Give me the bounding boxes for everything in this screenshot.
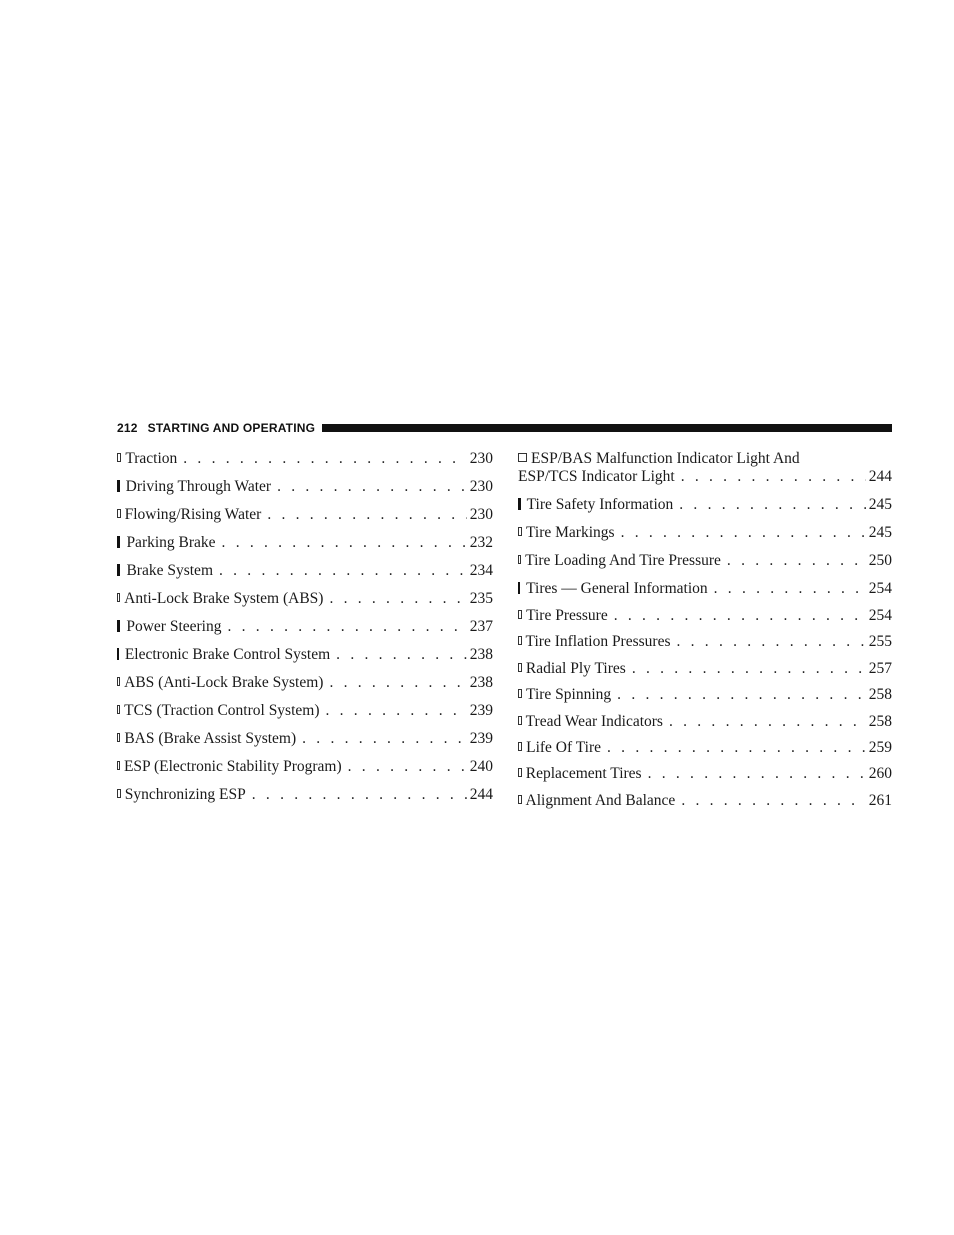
square-bullet-icon: [518, 498, 521, 510]
toc-entry[interactable]: [518, 580, 892, 598]
dot-leader: [302, 730, 467, 748]
hollow-square-bullet-icon: [518, 795, 522, 804]
toc-entry-label: Anti-Lock Brake System (ABS): [124, 590, 324, 607]
dot-leader: [228, 618, 467, 636]
toc-entry[interactable]: [117, 758, 493, 776]
toc-entry-line: [518, 496, 892, 514]
header-rule: [322, 424, 892, 432]
toc-entry-page-number: 257: [868, 660, 892, 677]
toc-entry-line: [117, 758, 493, 776]
toc-entry-page-number: 254: [868, 580, 892, 597]
dot-leader: [252, 786, 467, 804]
toc-entry-line: [518, 552, 892, 570]
section-title: STARTING AND OPERATING: [147, 421, 316, 435]
toc-entry[interactable]: [518, 686, 892, 704]
toc-entry-label: Flowing/Rising Water: [124, 506, 262, 523]
toc-entry-page-number: 230: [469, 506, 493, 523]
toc-entry-label: Replacement Tires: [525, 765, 642, 782]
hollow-square-bullet-icon: [117, 761, 120, 770]
hollow-square-bullet-icon: [117, 677, 120, 686]
hollow-square-bullet-icon: [518, 768, 522, 777]
hollow-square-bullet-icon: [117, 453, 121, 462]
toc-entry-first-line: [518, 450, 892, 468]
toc-entry-page-number: 232: [469, 534, 493, 551]
toc-entry-label: Tread Wear Indicators: [525, 713, 663, 730]
dot-leader: [681, 792, 865, 810]
toc-entry-page-number: 260: [868, 765, 892, 782]
toc-entry-page-number: 240: [469, 758, 493, 775]
toc-entry-label: Tires — General Information: [526, 580, 708, 597]
toc-entry[interactable]: [117, 618, 493, 636]
toc-entry[interactable]: [518, 633, 892, 651]
toc-entry[interactable]: [518, 496, 892, 514]
toc-entry-page-number: 255: [868, 633, 892, 650]
dot-leader: [617, 686, 866, 704]
toc-entry[interactable]: [518, 792, 892, 810]
toc-entry[interactable]: [117, 562, 493, 580]
toc-entry-line: [117, 506, 493, 524]
toc-entry-line: [117, 730, 493, 748]
toc-entry-label: Power Steering: [126, 618, 222, 635]
dot-leader: [326, 702, 467, 720]
square-bullet-icon: [117, 480, 120, 492]
toc-entry[interactable]: [518, 660, 892, 678]
toc-entry-label: ESP (Electronic Stability Program): [123, 758, 342, 775]
toc-entry-line: [518, 765, 892, 783]
hollow-square-bullet-icon: [518, 689, 522, 698]
dot-leader: [329, 590, 466, 608]
toc-entry-label: Tire Safety Information: [526, 496, 674, 513]
toc-entry-line: [518, 607, 892, 625]
toc-entry-label: Tire Spinning: [526, 686, 612, 703]
toc-entry-page-number: 258: [868, 686, 892, 703]
toc-entry-page-number: 245: [868, 496, 892, 513]
toc-entry-page-number: 234: [469, 562, 493, 579]
toc-entry-line: [117, 786, 493, 804]
dot-leader: [632, 660, 866, 678]
hollow-square-bullet-icon: [518, 742, 522, 751]
toc-entry[interactable]: [518, 524, 892, 542]
toc-entry-label: Tire Loading And Tire Pressure: [525, 552, 721, 569]
toc-entry-label: Synchronizing ESP: [124, 786, 246, 803]
toc-entry-line: [117, 702, 493, 720]
toc-entry-line: [518, 468, 892, 486]
square-bullet-icon: [117, 648, 119, 660]
toc-entry-label: Radial Ply Tires: [525, 660, 626, 677]
toc-entry-line: [518, 580, 892, 598]
page-header: [117, 419, 892, 437]
hollow-square-bullet-icon: [518, 555, 521, 564]
toc-entry-page-number: 259: [868, 739, 892, 756]
hollow-square-bullet-icon: [117, 789, 121, 798]
toc-entry[interactable]: [518, 739, 892, 757]
toc-entry[interactable]: [117, 646, 493, 664]
dot-leader: [329, 674, 466, 692]
toc-entry-label: Tire Pressure: [526, 607, 608, 624]
toc-entry[interactable]: [117, 674, 493, 692]
toc-entry[interactable]: [117, 506, 493, 524]
hollow-square-bullet-icon: [518, 453, 527, 462]
dot-leader: [714, 580, 866, 598]
dot-leader: [677, 633, 866, 651]
toc-entry-page-number: 230: [469, 478, 493, 495]
toc-entry-page-number: 244: [469, 786, 493, 803]
toc-entry[interactable]: [117, 730, 493, 748]
toc-entry-page-number: 237: [469, 618, 493, 635]
hollow-square-bullet-icon: [518, 716, 522, 725]
dot-leader: [267, 506, 466, 524]
square-bullet-icon: [117, 620, 120, 632]
toc-entry[interactable]: [518, 607, 892, 625]
toc-entry-label: ESP/BAS Malfunction Indicator Light And: [531, 450, 800, 467]
toc-entry-line: [117, 646, 493, 664]
toc-entry-label: Driving Through Water: [125, 478, 272, 495]
toc-entry[interactable]: [117, 786, 493, 804]
hollow-square-bullet-icon: [518, 610, 522, 619]
toc-entry-label: Life Of Tire: [526, 739, 602, 756]
toc-entry-page-number: 239: [469, 730, 493, 747]
toc-entry-page-number: 244: [868, 468, 892, 485]
toc-entry-label: Brake System: [126, 562, 213, 579]
square-bullet-icon: [117, 564, 120, 576]
toc-entry-label: Electronic Brake Control System: [124, 646, 331, 663]
toc-entry-label-continued: ESP/TCS Indicator Light: [518, 468, 675, 485]
square-bullet-icon: [117, 536, 120, 548]
toc-entry[interactable]: [518, 765, 892, 783]
hollow-square-bullet-icon: [117, 509, 121, 518]
toc-entry-line: [518, 686, 892, 704]
page-number: 212: [117, 421, 138, 435]
toc-entry[interactable]: [518, 713, 892, 731]
toc-entry-label: TCS (Traction Control System): [124, 702, 320, 719]
square-bullet-icon: [518, 582, 520, 594]
dot-leader: [222, 534, 467, 552]
toc-entry[interactable]: [117, 702, 493, 720]
hollow-square-bullet-icon: [117, 593, 120, 602]
toc-entry-line: [518, 633, 892, 651]
dot-leader: [183, 450, 466, 468]
hollow-square-bullet-icon: [518, 527, 522, 536]
dot-leader: [681, 468, 866, 486]
dot-leader: [679, 496, 865, 514]
toc-entry-page-number: 261: [868, 792, 892, 809]
dot-leader: [727, 552, 866, 570]
toc-entry-line: [518, 660, 892, 678]
toc-entry[interactable]: [117, 450, 493, 468]
dot-leader: [669, 713, 866, 731]
dot-leader: [648, 765, 866, 783]
dot-leader: [219, 562, 467, 580]
dot-leader: [348, 758, 467, 776]
hollow-square-bullet-icon: [117, 705, 120, 714]
toc-entry-page-number: 239: [469, 702, 493, 719]
toc-entry-line: [518, 713, 892, 731]
toc-entry[interactable]: [518, 552, 892, 570]
toc-entry[interactable]: [117, 534, 493, 552]
toc-entry-line: [117, 590, 493, 608]
hollow-square-bullet-icon: [518, 636, 522, 645]
toc-entry-page-number: 238: [469, 646, 493, 663]
toc-entry-page-number: 254: [868, 607, 892, 624]
toc-entry-line: [117, 618, 493, 636]
toc-entry-page-number: 245: [868, 524, 892, 541]
dot-leader: [336, 646, 467, 664]
toc-entry-label: Parking Brake: [126, 534, 216, 551]
toc-entry-label: Alignment And Balance: [525, 792, 676, 809]
toc-entry-line: [117, 478, 493, 496]
dot-leader: [621, 524, 866, 542]
dot-leader: [614, 607, 866, 625]
toc-entry-line: [518, 524, 892, 542]
toc-entry-page-number: 230: [469, 450, 493, 467]
toc-entry[interactable]: [518, 450, 892, 486]
toc-entry-page-number: 258: [868, 713, 892, 730]
toc-entry-line: [117, 534, 493, 552]
dot-leader: [607, 739, 866, 757]
toc-entry-line: [518, 792, 892, 810]
toc-entry-page-number: 235: [469, 590, 493, 607]
toc-entry[interactable]: [117, 590, 493, 608]
toc-entry-line: [117, 562, 493, 580]
hollow-square-bullet-icon: [518, 663, 522, 672]
toc-entry-label: ABS (Anti-Lock Brake System): [124, 674, 324, 691]
hollow-square-bullet-icon: [117, 733, 120, 742]
toc-entry[interactable]: [117, 478, 493, 496]
toc-entry-page-number: 250: [868, 552, 892, 569]
toc-entry-label: Tire Markings: [526, 524, 615, 541]
toc-entry-line: [117, 674, 493, 692]
toc-entry-label: BAS (Brake Assist System): [124, 730, 297, 747]
toc-entry-page-number: 238: [469, 674, 493, 691]
toc-entry-label: Tire Inflation Pressures: [525, 633, 671, 650]
toc-entry-line: [117, 450, 493, 468]
toc-entry-line: [518, 739, 892, 757]
dot-leader: [277, 478, 467, 496]
toc-entry-label: Traction: [125, 450, 178, 467]
